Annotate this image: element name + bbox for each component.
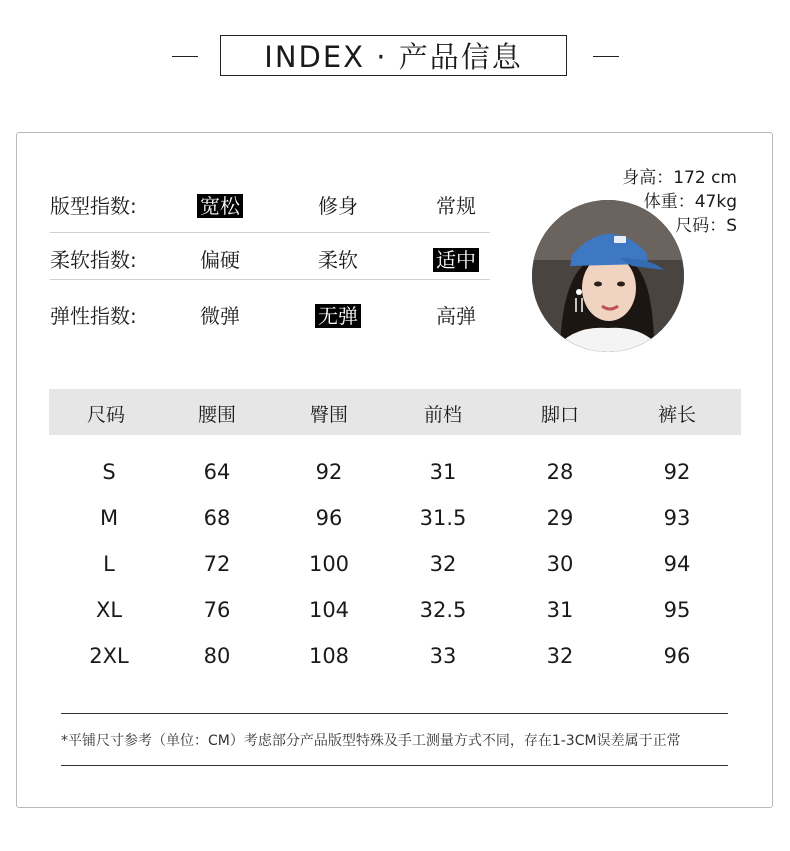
size-table-header	[49, 389, 741, 435]
stretch-index-row	[50, 292, 490, 332]
table-cell: 92	[315, 460, 343, 484]
table-cell: 94	[663, 552, 691, 576]
softness-index-label: 柔软指数:	[50, 248, 137, 272]
table-cell: 31	[546, 598, 574, 622]
table-cell: 30	[546, 552, 574, 576]
model-weight: 体重：47kg	[643, 192, 737, 212]
table-cell: 108	[308, 644, 350, 668]
fit-index-label: 版型指数:	[50, 194, 137, 218]
softness-option: 偏硬	[200, 248, 240, 272]
table-cell: 32	[546, 644, 574, 668]
table-row	[49, 496, 741, 542]
table-cell: 72	[203, 552, 231, 576]
table-cell: 64	[203, 460, 231, 484]
softness-option: 柔软	[318, 248, 358, 272]
column-header: 脚口	[540, 404, 579, 426]
fit-option: 常规	[436, 194, 476, 218]
model-avatar	[532, 200, 684, 352]
footnote-top-rule	[61, 713, 728, 714]
softness-index-row	[50, 236, 490, 276]
title-right-rule	[593, 56, 619, 57]
table-cell: 92	[663, 460, 691, 484]
page-title: INDEX · 产品信息	[220, 35, 567, 76]
table-cell: 104	[308, 598, 350, 622]
table-cell: 100	[308, 552, 350, 576]
column-header: 尺码	[86, 404, 125, 426]
table-cell: 32	[429, 552, 457, 576]
table-cell: 28	[546, 460, 574, 484]
table-cell: 31.5	[419, 506, 467, 530]
table-cell: M	[99, 506, 119, 530]
table-cell: XL	[95, 598, 123, 622]
table-cell: 95	[663, 598, 691, 622]
column-header: 臀围	[309, 404, 348, 426]
table-cell: 80	[203, 644, 231, 668]
model-height: 身高：172 cm	[622, 168, 737, 188]
softness-option: 适中	[433, 248, 479, 272]
table-cell: 96	[315, 506, 343, 530]
table-cell: 96	[663, 644, 691, 668]
table-cell: 33	[429, 644, 457, 668]
table-cell: 76	[203, 598, 231, 622]
table-cell: 68	[203, 506, 231, 530]
stretch-option: 高弹	[436, 304, 476, 328]
model-photo-icon	[532, 200, 684, 352]
table-row	[49, 588, 741, 634]
table-cell: 31	[429, 460, 457, 484]
title-left-rule	[172, 56, 198, 57]
fit-index-row	[50, 182, 490, 222]
table-row	[49, 542, 741, 588]
stretch-option: 微弹	[200, 304, 240, 328]
index-divider	[50, 232, 490, 233]
table-cell: 93	[663, 506, 691, 530]
stretch-index-label: 弹性指数:	[50, 304, 137, 328]
table-cell: 2XL	[89, 644, 129, 668]
fit-option: 宽松	[197, 194, 243, 218]
column-header: 前档	[423, 404, 462, 426]
column-header: 腰围	[197, 404, 236, 426]
table-cell: L	[103, 552, 115, 576]
stretch-option: 无弹	[315, 304, 361, 328]
footnote: *平铺尺寸参考（单位：CM）考虑部分产品版型特殊及手工测量方式不同，存在1-3CM误差属于正常	[61, 733, 681, 749]
footnote-bottom-rule	[61, 765, 728, 766]
index-divider	[50, 279, 490, 280]
column-header: 裤长	[657, 404, 696, 426]
table-row	[49, 634, 741, 680]
model-size: 尺码：S	[675, 216, 737, 236]
table-cell: 32.5	[419, 598, 467, 622]
table-row	[49, 450, 741, 496]
table-cell: 29	[546, 506, 574, 530]
fit-option: 修身	[318, 194, 358, 218]
table-cell: S	[102, 460, 116, 484]
